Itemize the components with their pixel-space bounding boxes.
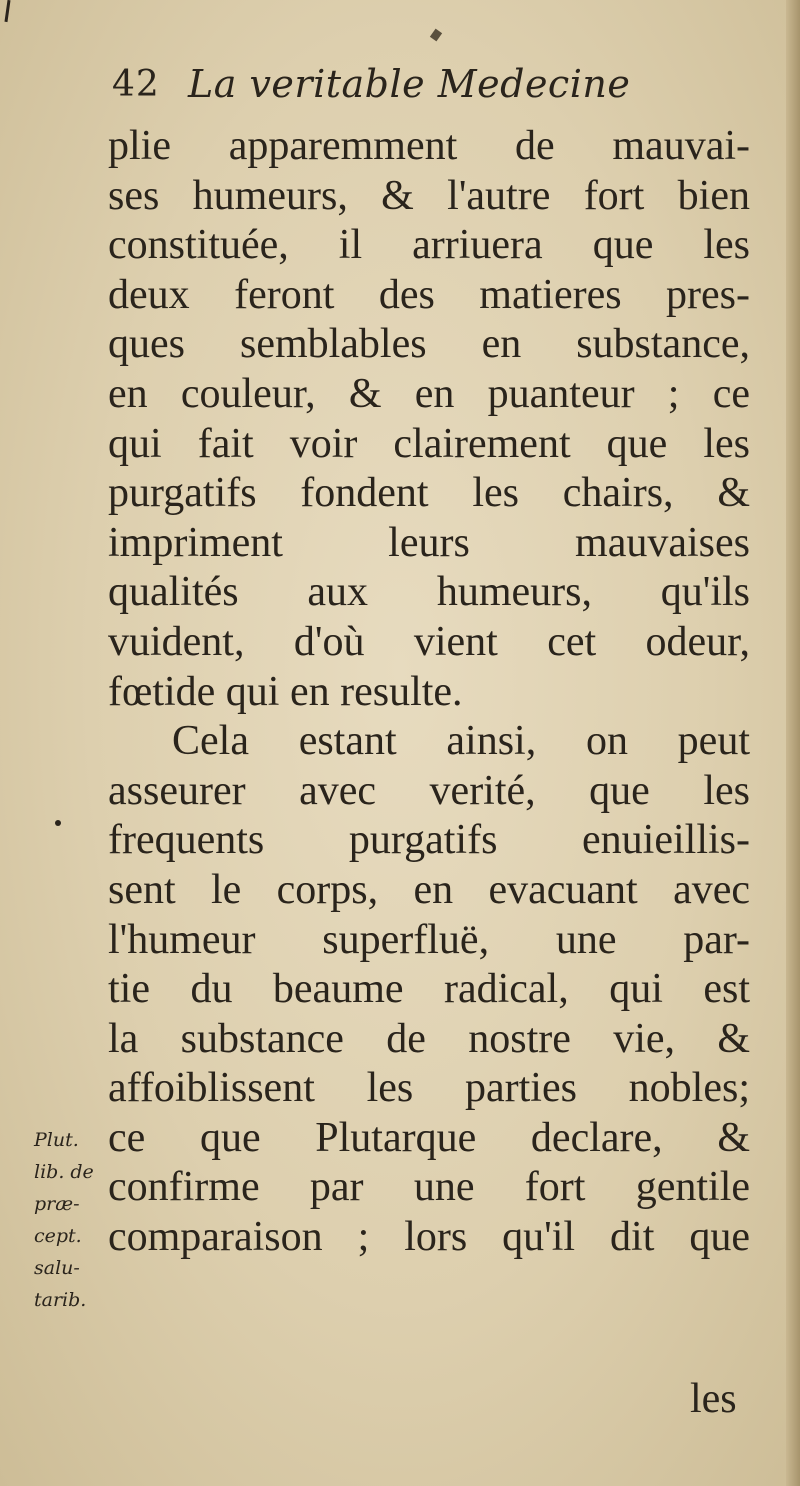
text-line: l'humeur superfluë, une par- (108, 916, 750, 963)
text-line: comparaison ; lors qu'il dit que (108, 1214, 750, 1261)
text-line: en couleur, & en puanteur ; ce (108, 370, 750, 417)
text-line: fœtide qui en resulte. (108, 668, 463, 715)
marginal-note-line: salu- (34, 1257, 80, 1279)
text-line: frequents purgatifs enuieillis- (108, 817, 750, 864)
text-line: ses humeurs, & l'autre fort bien (108, 172, 750, 219)
text-line-paragraph-start: Cela estant ainsi, on peut (172, 718, 750, 765)
page-header (112, 58, 672, 114)
text-line: la substance de nostre vie, & (108, 1015, 750, 1062)
page-edge (786, 0, 800, 1486)
text-line: plie apparemment de mauvai- (108, 123, 750, 169)
text-line: qualités aux humeurs, qu'ils (108, 569, 750, 616)
text-line: constituée, il arriuera que les (108, 222, 750, 269)
text-line: affoiblissent les parties nobles; (108, 1065, 750, 1112)
running-title: La veritable Medecine (188, 62, 631, 106)
text-line: purgatifs fondent les chairs, & (108, 470, 750, 517)
catchword: les (690, 1376, 737, 1422)
text-line: asseurer avec verité, que les (108, 767, 750, 814)
text-line: tie du beaume radical, qui est (108, 966, 750, 1013)
text-line: impriment leurs mauvaises (108, 519, 750, 566)
text-line: ques semblables en substance, (108, 321, 750, 368)
text-line: qui fait voir clairement que les (108, 420, 750, 467)
text-line: sent le corps, en evacuant avec (108, 866, 750, 913)
marginal-note (34, 1124, 106, 1316)
text-line: vuident, d'où vient cet odeur, (108, 618, 750, 665)
ink-speck (430, 29, 442, 42)
marginal-note-line: præ- (34, 1193, 80, 1215)
marginal-note-line: Plut. (34, 1129, 79, 1151)
marginal-note-line: cept. (34, 1225, 82, 1247)
marginal-note-line: lib. de (34, 1161, 94, 1183)
body-text (108, 122, 750, 1263)
page-number: 42 (112, 64, 160, 105)
margin-dot-mark (55, 820, 61, 826)
text-line: deux feront des matieres pres- (108, 271, 750, 318)
marginal-note-line: tarib. (34, 1289, 87, 1311)
text-line: confirme par une fort gentile (108, 1164, 750, 1211)
text-line: ce que Plutarque declare, & (108, 1114, 750, 1161)
ink-mark (4, 0, 10, 22)
